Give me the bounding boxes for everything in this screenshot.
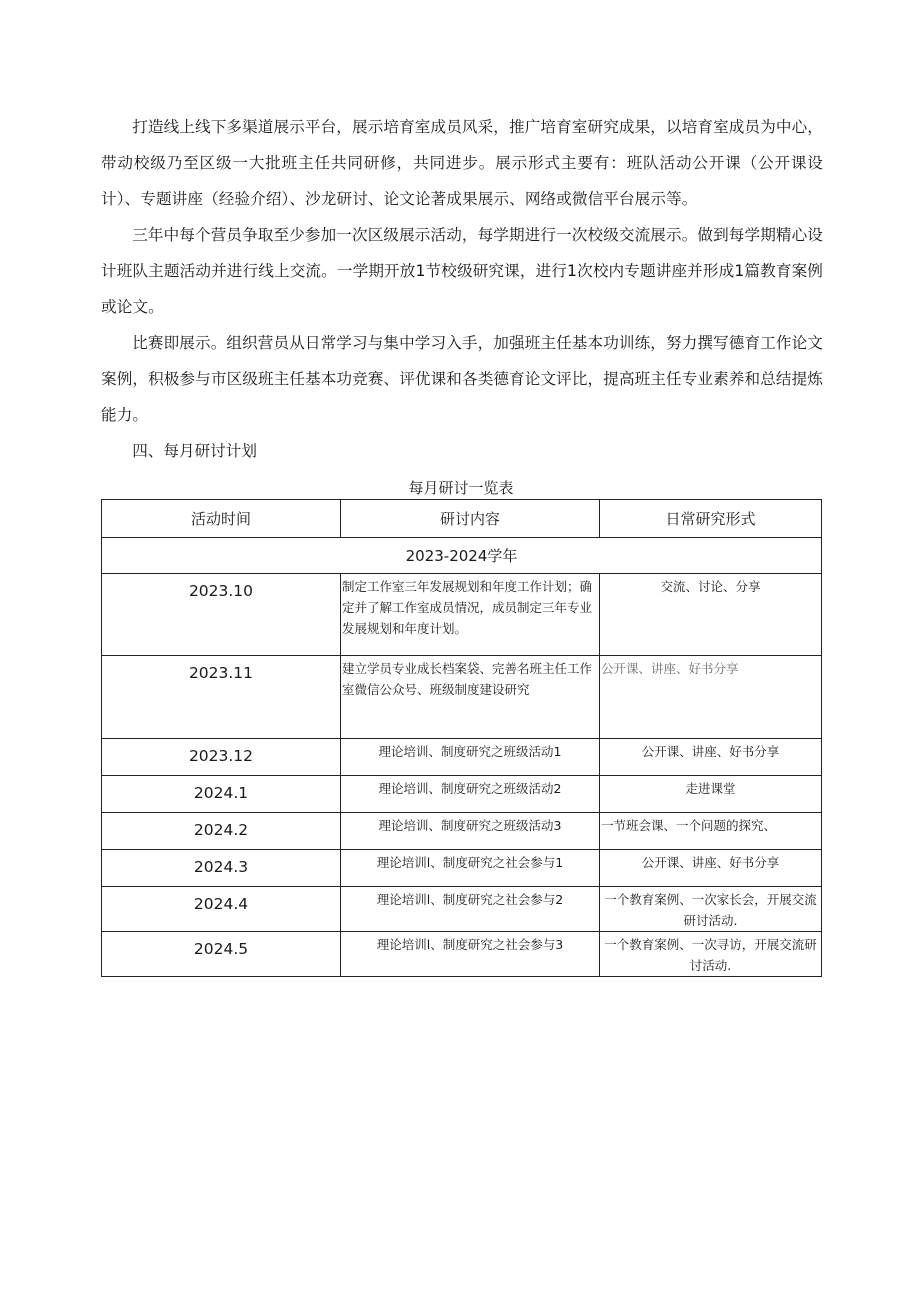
table-row bbox=[102, 813, 822, 850]
row-content: 制定工作室三年发展规划和年度工作计划；确定并了解工作室成员情况，成员制定三年专业发展规划和年度计划。 bbox=[341, 574, 600, 656]
table-caption: 每月研讨一览表 bbox=[408, 479, 514, 497]
header-research-form: 日常研究形式 bbox=[600, 500, 822, 538]
row-date: 2024.2 bbox=[102, 813, 341, 850]
section-heading: 四、每月研讨计划 bbox=[132, 442, 257, 460]
row-form: 一个教育案例、一次寻访，开展交流研讨活动. bbox=[600, 932, 822, 977]
row-date: 2024.1 bbox=[102, 776, 341, 813]
row-form: 公开课、讲座、好书分享 bbox=[600, 656, 822, 739]
paragraph-display-platform: 打造线上线下多渠道展示平台，展示培育室成员风采，推广培育室研究成果，以培育室成员为中心，带动校级乃至区级一大批班主任共同研修，共同进步。展示形式主要有：班队活动公开课（公开课设计）、专题讲座（经验介绍）、沙龙研讨、论文论著成果展示、网络或微信平台展示等。 bbox=[101, 118, 823, 208]
paragraph-annual-goals: 三年中每个营员争取至少参加一次区级展示活动，每学期进行一次校级交流展示。做到每学期精心设计班队主题活动并进行线上交流。一学期开放1节校级研究课，进行1次校内专题讲座并形成1篇教育案例或论文。 bbox=[101, 226, 823, 316]
row-content: 建立学员专业成长档案袋、完善名班主任工作室微信公众号、班级制度建设研究 bbox=[341, 656, 600, 739]
row-form: 公开课、讲座、好书分享 bbox=[600, 850, 822, 887]
row-content: 理论培训l、制度研究之社会参与1 bbox=[341, 850, 600, 887]
row-content: 理论培训、制度研究之班级活动1 bbox=[341, 739, 600, 776]
school-year-label: 2023-2024学年 bbox=[102, 538, 822, 574]
row-date: 2024.4 bbox=[102, 887, 341, 932]
header-discussion-content: 研讨内容 bbox=[341, 500, 600, 538]
row-form: 一个教育案例、一次家长会，开展交流研讨活动. bbox=[600, 887, 822, 932]
monthly-plan-table bbox=[101, 499, 822, 977]
paragraph-competition: 比赛即展示。组织营员从日常学习与集中学习入手，加强班主任基本功训练，努力撰写德育工作论文案例，积极参与市区级班主任基本功竞赛、评优课和各类德育论文评比，提高班主任专业素养和总结提炼能力。 bbox=[101, 334, 823, 424]
row-form: 一节班会课、一个问题的探究、 bbox=[600, 813, 822, 850]
table-row bbox=[102, 574, 822, 656]
table-row bbox=[102, 932, 822, 977]
row-content: 理论培训、制度研究之班级活动3 bbox=[341, 813, 600, 850]
row-form: 公开课、讲座、好书分享 bbox=[600, 739, 822, 776]
row-form: 交流、讨论、分享 bbox=[600, 574, 822, 656]
row-form: 走进课堂 bbox=[600, 776, 822, 813]
table-row bbox=[102, 887, 822, 932]
table-row bbox=[102, 739, 822, 776]
table-row bbox=[102, 656, 822, 739]
row-date: 2023.12 bbox=[102, 739, 341, 776]
row-content: 理论培训l、制度研究之社会参与2 bbox=[341, 887, 600, 932]
table-row bbox=[102, 776, 822, 813]
header-activity-time: 活动时间 bbox=[102, 500, 341, 538]
row-date: 2024.5 bbox=[102, 932, 341, 977]
row-content: 理论培训、制度研究之班级活动2 bbox=[341, 776, 600, 813]
year-row bbox=[102, 538, 822, 574]
row-date: 2023.11 bbox=[102, 656, 341, 739]
row-content: 理论培训l、制度研究之社会参与3 bbox=[341, 932, 600, 977]
row-date: 2024.3 bbox=[102, 850, 341, 887]
row-date: 2023.10 bbox=[102, 574, 341, 656]
table-row bbox=[102, 850, 822, 887]
table-header-row bbox=[102, 500, 822, 538]
